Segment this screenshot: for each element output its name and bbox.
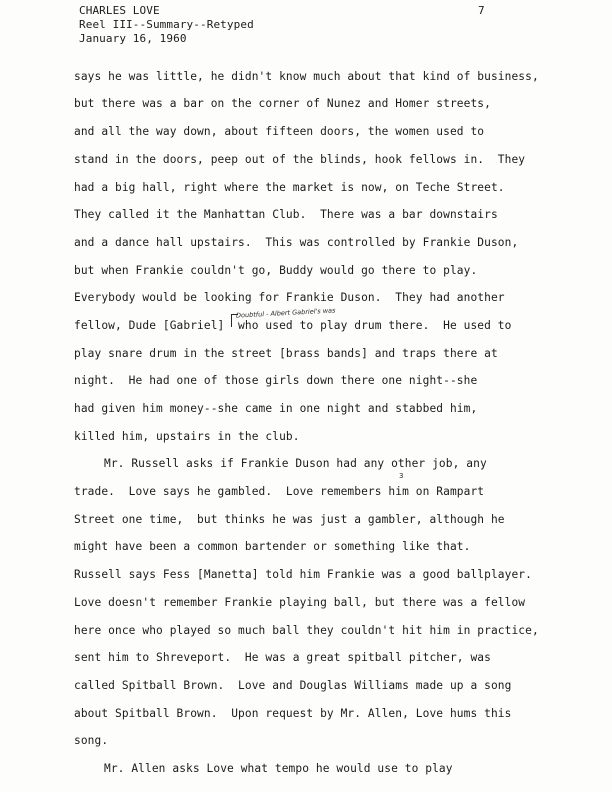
page-header [79,4,254,46]
text-line: here once who played so much ball they couldn't hit him in practice, [74,624,539,637]
text-line: says he was little, he didn't know much about that kind of business, [74,70,539,83]
text-line: stand in the doors, peep out of the blinds, hook fellows in. They [74,153,526,166]
text-line: night. He had one of those girls down there one night--she [74,374,478,387]
text-line: called Spitball Brown. Love and Douglas Williams made up a song [74,679,512,692]
text-line: song. [74,734,109,747]
text-line: Mr. Russell asks if Frankie Duson had any other job, any [104,457,487,470]
text-line: trade. Love says he gambled. Love remembers him on Rampart [74,485,485,498]
text-line: Love doesn't remember Frankie playing ball, but there was a fellow [74,596,526,609]
handwritten-mark: 3 [399,472,404,480]
text-line: killed him, upstairs in the club. [74,430,300,443]
page-number: 7 [478,4,485,17]
text-line: but when Frankie couldn't go, Buddy would go there to play. [74,264,478,277]
header-date: January 16, 1960 [79,32,187,45]
text-line: Mr. Allen asks Love what tempo he would use to play [104,762,453,775]
text-line: sent him to Shreveport. He was a great spitball pitcher, was [74,651,491,664]
text-line: about Spitball Brown. Upon request by Mr. Allen, Love hums this [74,707,512,720]
header-reel: Reel III--Summary--Retyped [79,18,254,31]
text-line: but there was a bar on the corner of Nunez and Homer streets, [74,97,491,110]
handwritten-annotation: Doubtful - Albert Gabriel's was [235,306,336,320]
text-line: play snare drum in the street [brass bands] and traps there at [74,347,498,360]
text-line: and all the way down, about fifteen doors, the women used to [74,125,485,138]
text-line: and a dance hall upstairs. This was controlled by Frankie Duson, [74,236,519,249]
text-line: They called it the Manhattan Club. There was a bar downstairs [74,208,498,221]
text-line: might have been a common bartender or something like that. [74,540,471,553]
text-line: had given him money--she came in one night and stabbed him, [74,402,478,415]
header-name: CHARLES LOVE [79,4,160,17]
text-line: fellow, Dude [Gabriel] who used to play drum there. He used to [74,319,512,332]
text-line: had a big hall, right where the market is now, on Teche Street. [74,181,505,194]
text-line: Street one time, but thinks he was just a gambler, although he [74,513,505,526]
text-line: Russell says Fess [Manetta] told him Frankie was a good ballplayer. [74,568,532,581]
text-line: Everybody would be looking for Frankie Duson. They had another [74,291,505,304]
